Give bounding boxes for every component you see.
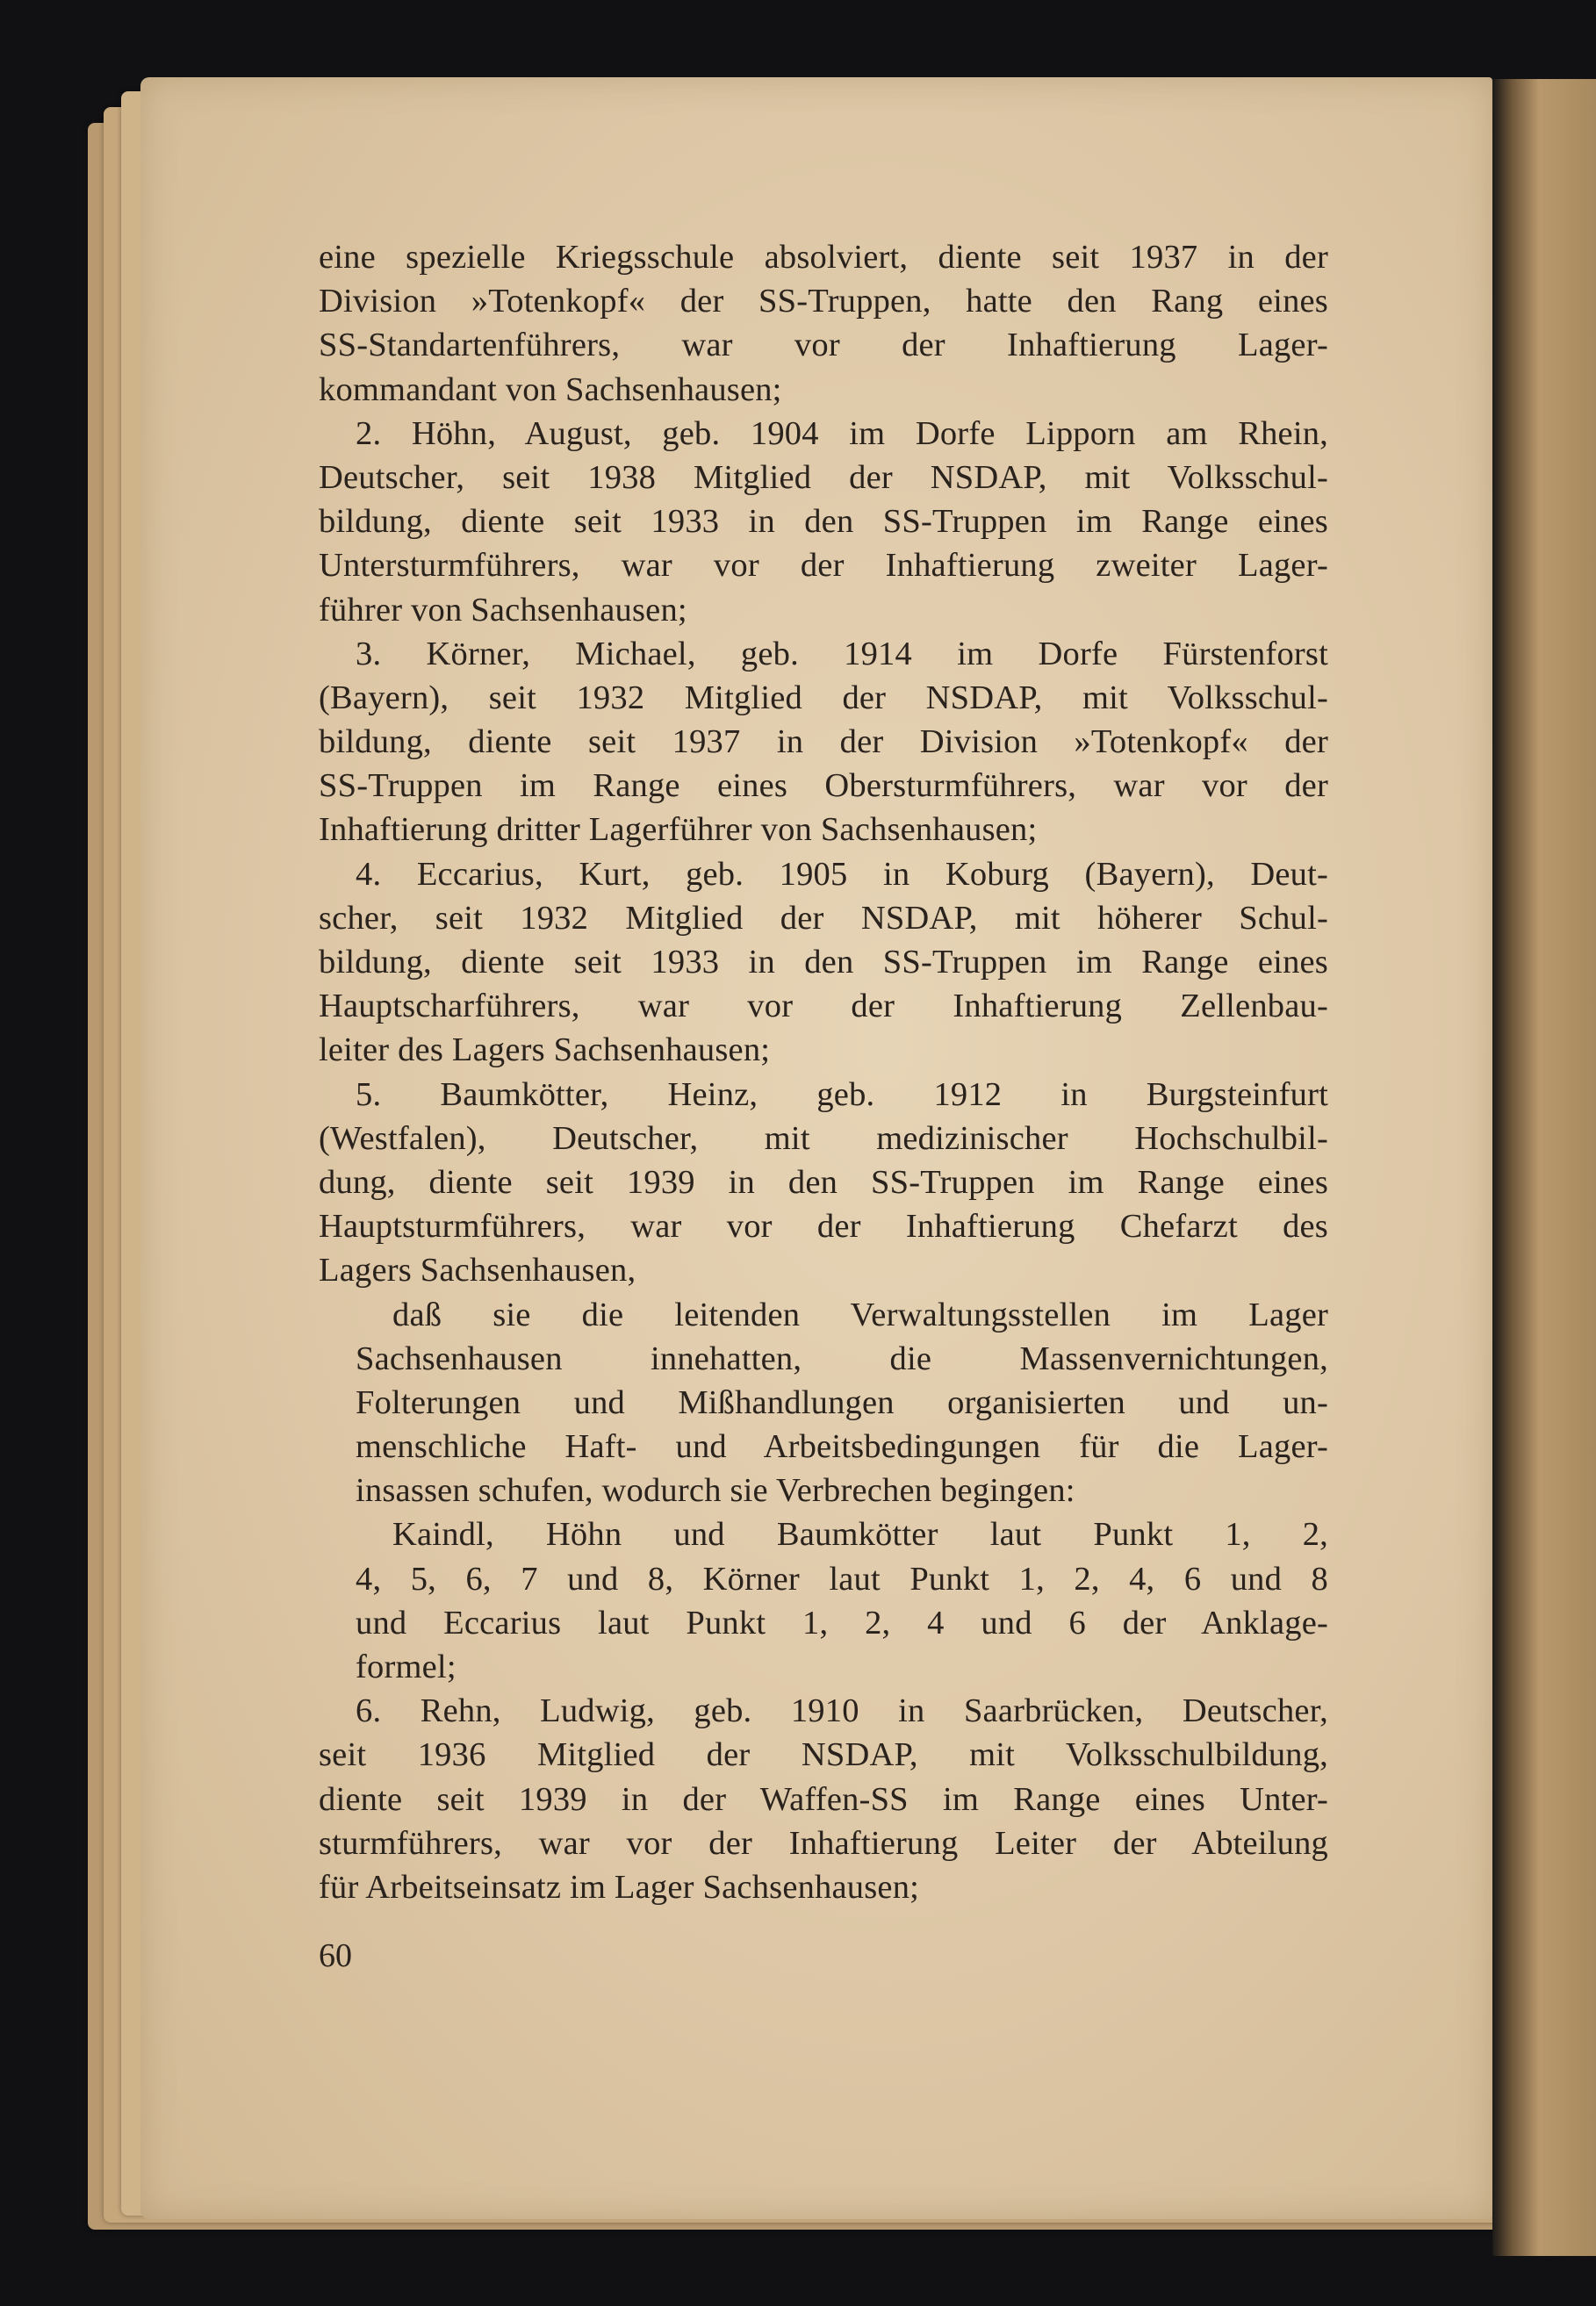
text-line: formel; (356, 1649, 457, 1685)
text-line: Untersturmführers, war vor der Inhaftierung zweiter Lager- (319, 547, 1328, 585)
text-line: führer von Sachsenhausen; (319, 591, 687, 629)
text-line: bildung, diente seit 1937 in der Division »Totenkopf« der (319, 723, 1328, 761)
body-text (319, 235, 1328, 1909)
text-line: 2. Höhn, August, geb. 1904 im Dorfe Lipporn am Rhein, (356, 414, 1328, 452)
text-line: daß sie die leitenden Verwaltungsstellen im Lager (392, 1296, 1328, 1333)
text-line: menschliche Haft- und Arbeitsbedingungen für die Lager- (356, 1428, 1328, 1466)
text-line: dung, diente seit 1939 in den SS-Truppen im Range eines (319, 1163, 1328, 1201)
text-line: diente seit 1939 in der Waffen-SS im Range eines Unter- (319, 1780, 1328, 1818)
text-line: Inhaftierung dritter Lagerführer von Sachsenhausen; (319, 811, 1038, 849)
text-line: insassen schufen, wodurch sie Verbrechen begingen: (356, 1472, 1075, 1510)
text-line: Lagers Sachsenhausen, (319, 1252, 636, 1289)
text-line: kommandant von Sachsenhausen; (319, 370, 782, 408)
text-line: Hauptscharführers, war vor der Inhaftierung Zellenbau- (319, 988, 1328, 1025)
text-line: eine spezielle Kriegsschule absolviert, diente seit 1937 in der (319, 239, 1328, 276)
text-line: bildung, diente seit 1933 in den SS-Truppen im Range eines (319, 503, 1328, 541)
book-page (140, 77, 1492, 2219)
page-number: 60 (319, 1937, 352, 1974)
next-leaf-edge (1492, 79, 1596, 2256)
text-line: Folterungen und Mißhandlungen organisierten und un- (356, 1383, 1328, 1421)
text-line: 4. Eccarius, Kurt, geb. 1905 in Koburg (Bayern), Deut- (356, 855, 1328, 893)
text-line: Sachsenhausen innehatten, die Massenvernichtungen, (356, 1340, 1328, 1377)
text-line: SS-Truppen im Range eines Obersturmführers, war vor der (319, 767, 1328, 805)
text-line: Deutscher, seit 1938 Mitglied der NSDAP, mit Volksschul- (319, 458, 1328, 496)
text-line: leiter des Lagers Sachsenhausen; (319, 1031, 771, 1069)
text-line: 4, 5, 6, 7 und 8, Körner laut Punkt 1, 2, 4, 6 und 8 (356, 1560, 1328, 1598)
text-line: bildung, diente seit 1933 in den SS-Truppen im Range eines (319, 944, 1328, 981)
text-line: 6. Rehn, Ludwig, geb. 1910 in Saarbrücken, Deutscher, (356, 1692, 1328, 1730)
text-line: Division »Totenkopf« der SS-Truppen, hatte den Rang eines (319, 283, 1328, 320)
text-line: Hauptsturmführers, war vor der Inhaftierung Chefarzt des (319, 1208, 1328, 1246)
text-line: (Bayern), seit 1932 Mitglied der NSDAP, mit Volksschul- (319, 679, 1328, 716)
text-line: 5. Baumkötter, Heinz, geb. 1912 in Burgsteinfurt (356, 1075, 1328, 1113)
text-line: scher, seit 1932 Mitglied der NSDAP, mit höherer Schul- (319, 899, 1328, 937)
text-line: seit 1936 Mitglied der NSDAP, mit Volksschulbildung, (319, 1736, 1328, 1774)
text-line: sturmführers, war vor der Inhaftierung Leiter der Abteilung (319, 1824, 1328, 1862)
text-line: Kaindl, Höhn und Baumkötter laut Punkt 1, 2, (392, 1516, 1328, 1554)
text-line: (Westfalen), Deutscher, mit medizinischer Hochschulbil- (319, 1119, 1328, 1157)
text-line: SS-Standartenführers, war vor der Inhaftierung Lager- (319, 327, 1328, 364)
text-line: und Eccarius laut Punkt 1, 2, 4 und 6 der Anklage- (356, 1604, 1328, 1641)
text-line: 3. Körner, Michael, geb. 1914 im Dorfe Fürstenforst (356, 635, 1328, 672)
text-line: für Arbeitseinsatz im Lager Sachsenhausen; (319, 1868, 920, 1906)
